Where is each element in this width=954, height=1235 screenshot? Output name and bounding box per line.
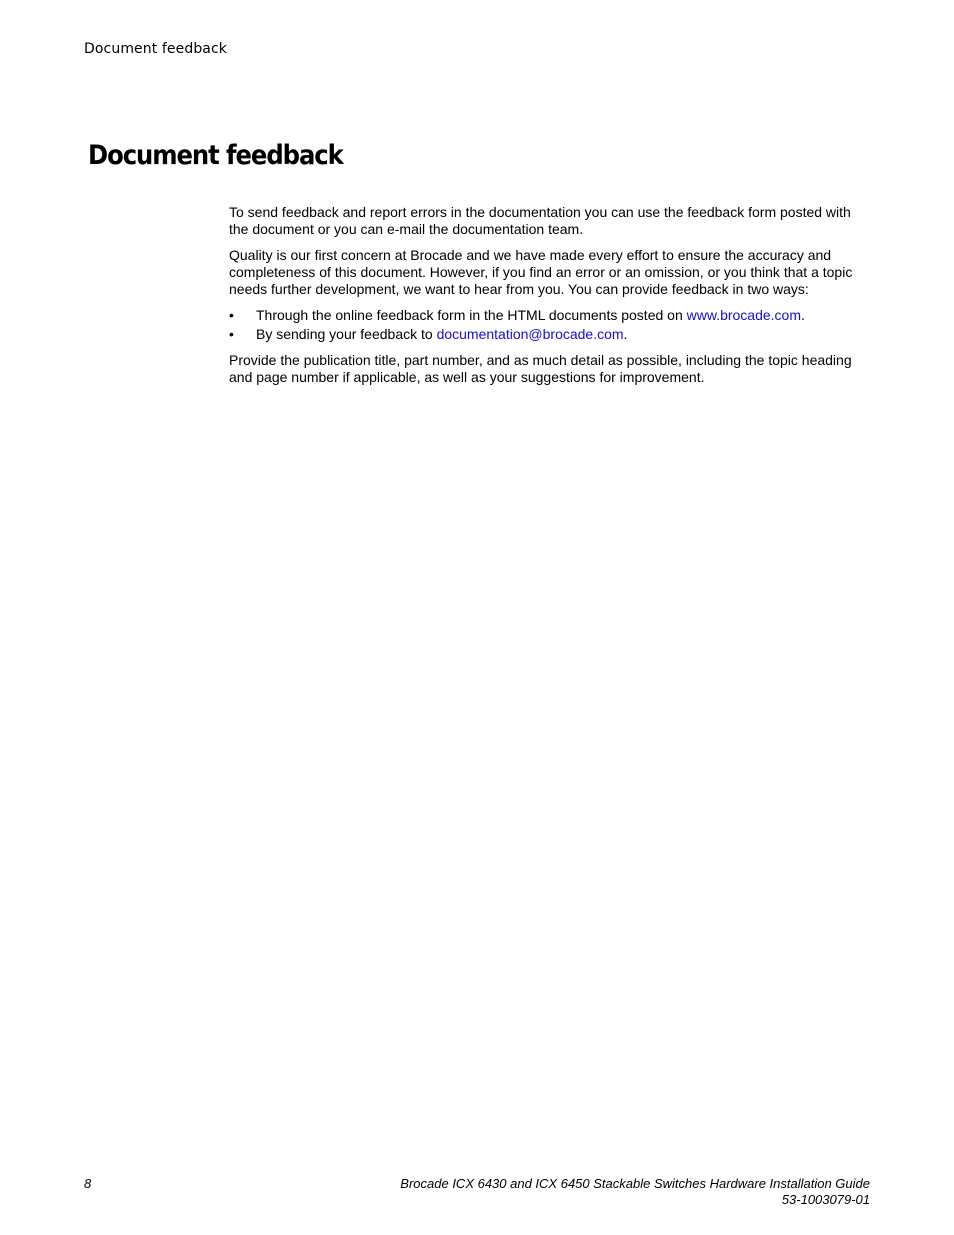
running-header: Document feedback [84,41,227,57]
bullet-icon: • [229,326,234,342]
paragraph-details: Provide the publication title, part number, and as much detail as possible, including the topic heading and page number if applicable, as well as your suggestions for improvement. [229,352,852,385]
part-number: 53-1003079-01 [781,1192,870,1207]
list-item-text: Through the online feedback form in the HTML documents posted on [256,307,687,323]
paragraph-intro: To send feedback and report errors in the documentation you can use the feedback form posted with the document or you can e-mail the documentation team. [229,204,851,237]
content-body [229,204,859,395]
feedback-methods-list [229,307,859,343]
page-title: Document feedback [88,140,343,171]
list-item-email [229,326,859,343]
documentation-email-link[interactable]: documentation@brocade.com [436,326,624,342]
list-item-text: By sending your feedback to [256,326,437,342]
guide-title: Brocade ICX 6430 and ICX 6450 Stackable Switches Hardware Installation Guide [400,1176,870,1191]
footer-info [400,1176,870,1208]
page-number: 8 [84,1176,92,1191]
list-item-suffix: . [801,307,805,323]
list-item-suffix: . [623,326,628,342]
brocade-website-link[interactable]: www.brocade.com [686,307,802,323]
list-item-online-form [229,307,859,324]
bullet-icon: • [229,307,234,323]
paragraph-quality: Quality is our first concern at Brocade and we have made every effort to ensure the accuracy and completeness of this document. However, if you find an error or an omission, or you think that a topic needs further development, we want to hear from you. You can provide feedback in two ways: [229,247,853,297]
